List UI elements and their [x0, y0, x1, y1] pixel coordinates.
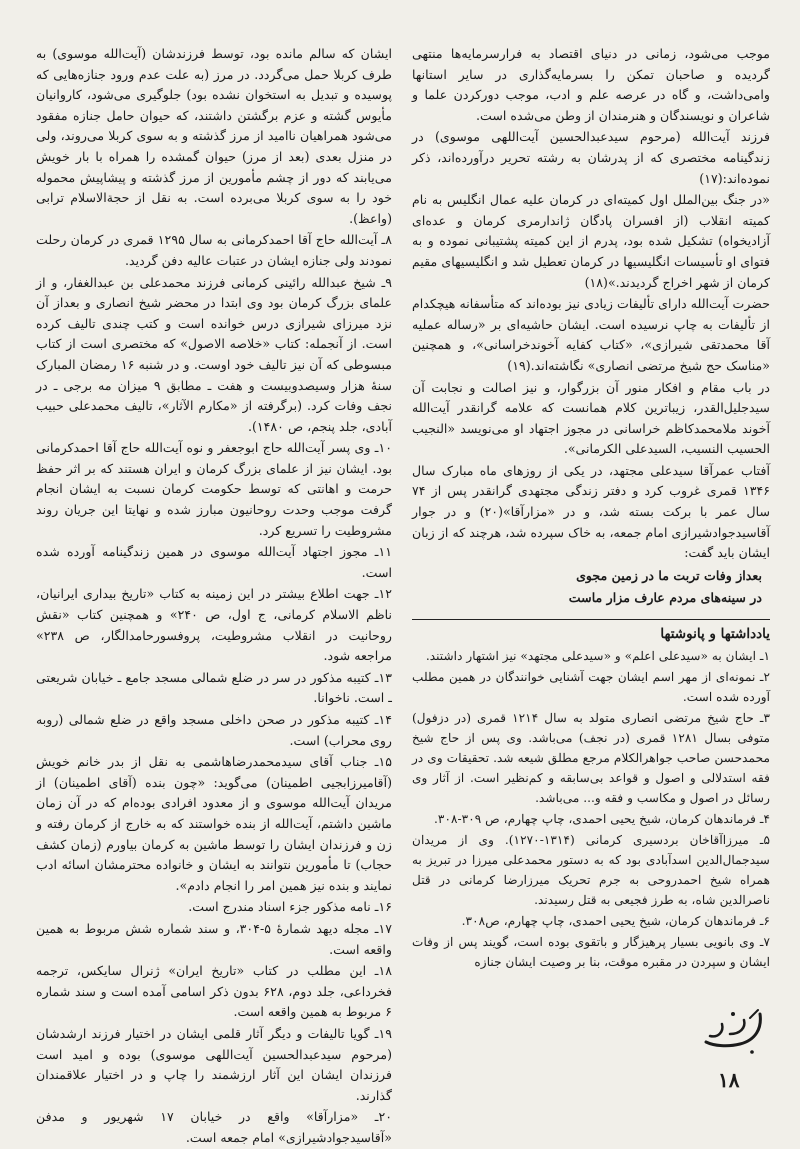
footnote: ۱۶ـ نامه مذکور جزء اسناد مندرج است.	[188, 899, 392, 915]
footnote: ۱۴ـ کتیبه مذکور در صحن داخلی مسجد واقع در ضلع شمالی (روبه روی محراب) است.	[36, 712, 392, 748]
footnote: ۱۸ـ این مطلب در کتاب «تاریخ ایران» ژنرال سایکس، ترجمه فخرداعی، جلد دوم، ۶۲۸ بدون ذکر اسامی آمده است و سند شماره ۶ مربوط به همین واقعه است.	[36, 963, 392, 1020]
footnote: ۱ـ ایشان به «سیدعلی اعلم» و «سیدعلی مجتهد» نیز اشتهار داشتند.	[425, 649, 770, 664]
footnote: ۳ـ حاج شیخ مرتضی انصاری متولد به سال ۱۲۱۴ قمری (در دزفول) متوفی بسال ۱۲۸۱ قمری (در نجف) می‌باشد. وی پس از حاج شیخ محمدحسن صاحب جواهرالکلام مرجع مطلق شیعه شد. تحقیقات وی در فقه استدلالی و اصول و قواعد بی‌سابقه و کم‌نظیر است. از آثار وی رسائل در اصول و مکاسب و فقه و... می‌باشد.	[412, 711, 770, 806]
page-number: ۱۸	[718, 1068, 740, 1092]
footnote: ۲۰ـ «مزارآقا» واقع در خیابان ۱۷ شهریور و مدفن «آقاسیدجوادشیرازی» امام جمعه است.	[36, 1109, 392, 1145]
footnote: ۸ـ آیت‌الله حاج آقا احمدکرمانی به سال ۱۲۹۵ قمری در کرمان رحلت نمودند ولی جنازه ایشان در عتبات عالیه دفن گردید.	[36, 232, 392, 268]
footnote: ۲ـ نمونه‌ای از مهر اسم ایشان جهت آشنایی خوانندگان در همین مطلب آورده شده است.	[412, 670, 770, 705]
footnote: ۱۲ـ جهت اطلاع بیشتر در این زمینه به کتاب «تاریخ بیداری ایرانیان، ناظم الاسلام کرمانی، ج اول، ص ۲۴۰» و همچنین کتاب «نقش روحانیت در انقلاب مشروطیت، پروفسورحامدالگار، ص ۲۳۸» مراجعه شود.	[36, 586, 392, 664]
footnote: ۱۷ـ مجله دیهد شمارهٔ ۵-۳۰۴، و سند شماره شش مربوط به همین واقعه است.	[36, 920, 392, 957]
footnote: ۶ـ فرماندهان کرمان، شیخ یحیی احمدی، چاپ چهارم، ص۳۰۸.	[461, 914, 770, 929]
body-paragraph: در باب مقام و افکار منور آن بزرگوار، و نیز اصالت و نجابت آن سیدجلیل‌القدر، زیباترین کلام همانست که علامه گرانقدر آیت‌الله آخوند ملامحمدکاظم خراسانی در مجوز اجتهاد او می‌نویسد «النجیب الحسیب النسیب، السیدعلی الکرمانی».	[412, 379, 770, 457]
kerman-magazine-logo	[700, 1006, 770, 1058]
body-paragraph: آفتاب عمرآقا سیدعلی مجتهد، در یکی از روزهای ماه مبارک سال ۱۳۴۶ قمری غروب کرد و دفتر زندگی مجتهدی گرانقدر پس از ۷۴ سال عمر با برکت بسته شد، و در «مزارآقا»(۲۰) و در جوار آقاسیدجوادشیرازی امام جمعه، به خاک سپرده شد، هرچند که از زبان ایشان باید گفت:	[412, 462, 770, 561]
quote-paragraph: «در جنگ بین‌الملل اول کمیته‌ای در کرمان علیه عمال انگلیس به نام کمیته انقلاب (از افسران پادگان ژاندارمری کرمان و عده‌ای آزادیخواه) تشکیل شده بود، پدرم از این کمیته پشتیبانی نموده و به فتوای او تأسیسات انگلیسیها در کرمان تعطیل شد و انگلیسیهای مقیم کرمان از شهر اخراج گردیدند.»(۱۸)	[412, 192, 770, 290]
footnote: ۴ـ فرماندهان کرمان، شیخ یحیی احمدی، چاپ چهارم، ص ۳۰۹-۳۰۸.	[434, 812, 770, 827]
footnote: ایشان که سالم مانده بود، توسط فرزندشان (آیت‌الله موسوی) به طرف کربلا حمل می‌گردد. در مرز (به علت عدم ورود جنازه‌هایی که پوسیده و تبدیل به استخوان نشده بود) جلوگیری می‌شود، کاروانیان مأیوس گشته و عزم برگشتن داشتند، که حیوان حامل جنازه مفقود می‌شود همراهیان ناامید از مرز گذشته و به سوی کربلا می‌روند، ولی در منزل بعدی (بعد از مرز) حیوان گمشده را همراه با بار خویش می‌یابند که دور از چشم مأمورین از مرز گذشته و پیشاپیش محموله خود را به سوی کربلا می‌برده است. به نقل از حجةالاسلام ترابی (واعظ).	[36, 46, 392, 226]
body-paragraph: موجب می‌شود، زمانی در دنیای اقتصاد به فرارسرمایه‌ها منتهی گردیده و صاحبان تمکن را بسرمایه‌گذاری در سایر استانها وامی‌داشت، و گاه در عرصه علم و ادب، موجب دورکردن علما و شاعران و نویسندگان و هنرمندان از وطن می‌شده است.	[412, 46, 770, 123]
poem-line: در سینه‌های مردم عارف مزار ماست	[568, 589, 762, 605]
notes-divider	[412, 619, 770, 620]
body-paragraph: حضرت آیت‌الله دارای تألیفات زیادی نیز بوده‌اند که متأسفانه هیچکدام از تألیفات به چاپ نرسیده است. ایشان حاشیه‌ای بر «رساله عملیه آقا محمدتقی شیرازی»، «کتاب کفایه آخوندخراسانی»، و همچنین «مناسک حج شیخ مرتضی انصاری» نگاشته‌اند.(۱۹)	[412, 296, 770, 373]
notes-heading: یادداشتها و پانوشتها	[660, 625, 770, 642]
body-paragraph: فرزند آیت‌الله (مرحوم سیدعبدالحسین آیت‌اللهی موسوی) در زندگینامه مختصری که از پدرشان به رشته تحریر درآورده‌اند، ذکر نموده‌اند:(۱۷)	[412, 129, 770, 186]
poem-line: بعداز وفات تربت ما در زمین مجوی	[576, 567, 762, 583]
footnote: ۷ـ وی بانویی بسیار پرهیزگار و باتقوی بوده است، گویند پس از وفات ایشان و سپردن در مقبره موقت، بنا بر وصیت ایشان جنازه	[412, 935, 770, 970]
footnote: ۹ـ شیخ عبدالله رائینی کرمانی فرزند محمدعلی بن عبدالغفار، و از علمای بزرگ کرمان بود وی ابتدا در محضر شیخ انصاری و بعداز آن نزد میرزای شیرازی درس خوانده است و کتب چندی تالیف کرده است. از آنجمله: کتاب «خلاصه الاصول» که مختصری است از کتاب مبسوطی که آن نیز تالیف خود اوست. و در شنبه ۱۶ رمضان المبارک سنهٔ هزار وسیصدوبیست و هفت ـ مطابق ۹ میزان مه برجی ـ در نجف وفات کرد. (برگرفته از «مکارم الآثار»، تالیف محمدعلی حبیب آبادی، جلد پنجم، ص ۱۴۸۰).	[36, 274, 392, 434]
footnote: ۱۳ـ کتیبه مذکور در سر در ضلع شمالی مسجد جامع ـ خیابان شریعتی ـ است. ناخوانا.	[36, 669, 392, 706]
poem-verse	[412, 565, 762, 609]
left-column	[36, 44, 392, 1149]
right-column	[412, 44, 770, 973]
footnote: ۱۵ـ جناب آقای سیدمحمدرضاهاشمی به نقل از بدر خانم خویش (آقامیرزابجیی اطمینان) می‌گوید: «چون بنده (آقای اطمینان) از مریدان آیت‌الله موسوی و از معدود افرادی بوده‌ام که در آن زمان ماشین داشتم، آیت‌الله از بنده خواستند که به خارج از کرمان رفته و زن و فرزندان ایشان را توسط ماشین به کرمان بیاورم (زمان کشف حجاب) تا مأمورین نتوانند به ایشان و خانواده محترمشان اسائه ادب نمایند و بنده نیز همین امر را انجام دادم».	[36, 754, 392, 893]
footnote: ۱۱ـ مجوز اجتهاد آیت‌الله موسوی در همین زندگینامه آورده شده است.	[36, 544, 392, 580]
footnote: ۵ـ میرزاآقاخان بردسیری کرمانی (۱۳۱۴-۱۲۷۰). وی از مریدان سیدجمال‌الدین اسدآبادی بود که به دستور محمدعلی میرزا در تبریز به همراه شیخ احمدروحی به جرم تحریک میرزارضا کرمانی در قتل ناصرالدین شاه، به طرز فجیعی به قتل رسیدند.	[412, 833, 770, 908]
footnote: ۱۰ـ وی پسر آیت‌الله حاج ابوجعفر و نوه آیت‌الله حاج آقا احمدکرمانی بود. ایشان نیز از علمای بزرگ کرمان و ایران هستند که بر اثر حفظ حرمت و اهانتی که توسط حکومت کرمان نسبت به ایشان انجام گرفت موجب وحدت روحانیون مبارز شده و نهایتا این جریان روند مشروطیت را تسریع کرد.	[36, 440, 392, 538]
footnote: ۱۹ـ گویا تالیفات و دیگر آثار قلمی ایشان در اختیار فرزند ارشدشان (مرحوم سیدعبدالحسین آیت‌اللهی موسوی) بوده و امید است فرزندان ایشان این آثار ارزشمند را چاپ و در اختیار علاقمندان گذارند.	[36, 1025, 392, 1103]
